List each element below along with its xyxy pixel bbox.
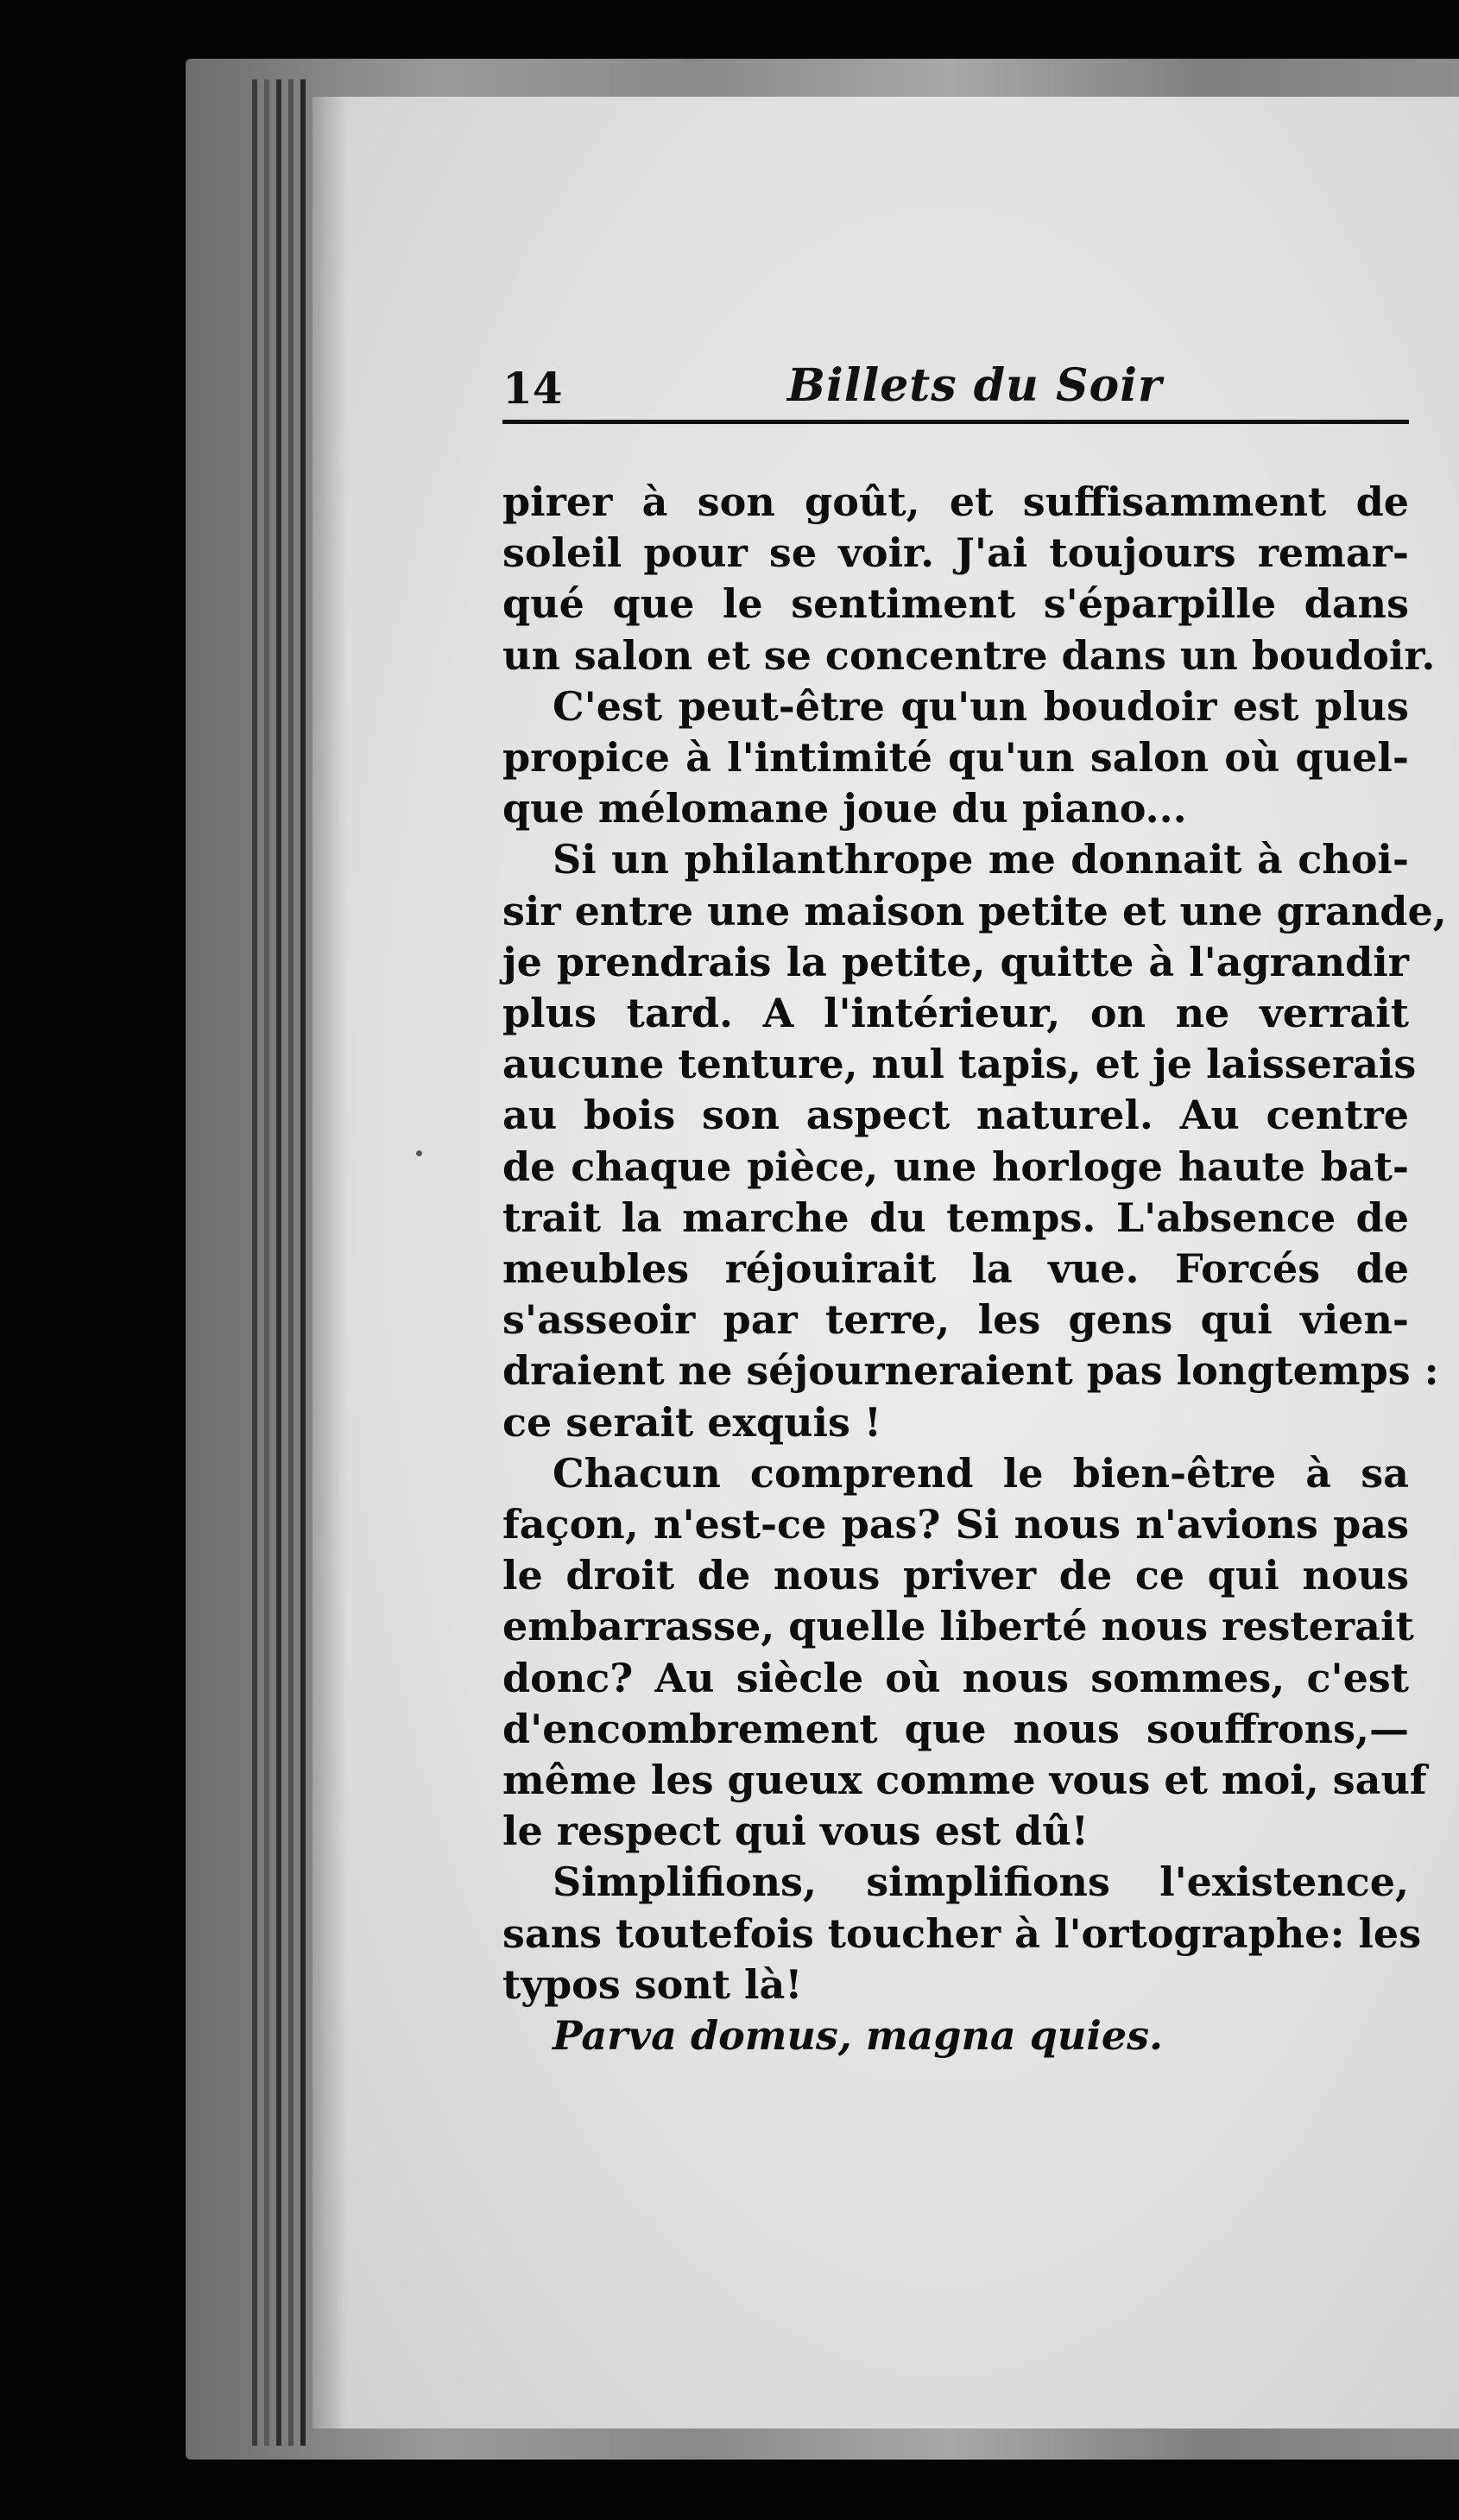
running-title: Billets du Soir	[787, 359, 1163, 412]
text-line: embarrasse, quelle liberté nous resterait	[502, 1603, 1414, 1650]
text-line: je prendrais la petite, quitte à l'agrandir	[502, 938, 1409, 985]
body-text	[502, 477, 1447, 2061]
text-line: façon, n'est-ce pas? Si nous n'avions pas	[502, 1501, 1409, 1548]
text-line: C'est peut-être qu'un boudoir est plus	[553, 682, 1409, 730]
text-line: Simplifions, simplifions l'existence,	[553, 1858, 1409, 1906]
text-line: meubles réjouirait la vue. Forcés de	[502, 1245, 1409, 1293]
text-line: que mélomane joue du piano...	[502, 785, 1187, 833]
page-edge	[288, 79, 294, 2446]
header-rule	[502, 420, 1409, 424]
text-line: le droit de nous priver de ce qui nous	[502, 1552, 1409, 1599]
text-line: plus tard. A l'intérieur, on ne verrait	[502, 990, 1409, 1037]
page-edge	[300, 79, 306, 2446]
page-speck	[416, 1150, 422, 1156]
text-line: typos sont là!	[502, 1960, 803, 2008]
page-number: 14	[502, 363, 563, 414]
text-line: sans toutefois toucher à l'ortographe: les	[502, 1909, 1422, 1957]
text-line: aucune tenture, nul tapis, et je laisserais	[502, 1041, 1417, 1088]
text-line: un salon et se concentre dans un boudoir.	[502, 631, 1436, 679]
text-line: qué que le sentiment s'éparpille dans	[502, 580, 1409, 628]
text-line: soleil pour se voir. J'ai toujours remar-	[502, 529, 1409, 577]
closing-motto: Parva domus, magna quies.	[553, 2012, 1164, 2060]
text-line: draient ne séjourneraient pas longtemps :	[502, 1347, 1439, 1395]
text-line: même les gueux comme vous et moi, sauf	[502, 1757, 1427, 1804]
book-page	[313, 97, 1459, 2428]
text-line: donc? Au siècle où nous sommes, c'est	[502, 1654, 1409, 1701]
text-line: s'asseoir par terre, les gens qui vien-	[502, 1296, 1409, 1344]
text-line: trait la marche du temps. L'absence de	[502, 1194, 1409, 1241]
text-line: Si un philanthrope me donnait à choi-	[553, 836, 1409, 883]
text-line: au bois son aspect naturel. Au centre	[502, 1092, 1409, 1139]
text-line: de chaque pièce, une horloge haute bat-	[502, 1143, 1409, 1190]
text-line: ce serait exquis !	[502, 1398, 882, 1446]
text-line: Chacun comprend le bien-être à sa	[553, 1449, 1409, 1497]
page-edge	[276, 79, 281, 2446]
text-line: le respect qui vous est dû!	[502, 1808, 1089, 1855]
text-line: pirer à son goût, et suffisamment de	[502, 478, 1409, 525]
text-line: sir entre une maison petite et une grande,	[502, 887, 1447, 934]
page-header	[502, 356, 1405, 416]
text-line: d'encombrement que nous souffrons,—	[502, 1705, 1409, 1752]
text-line: propice à l'intimité qu'un salon où quel-	[502, 734, 1409, 782]
page-edge	[264, 79, 269, 2446]
page-edge	[252, 79, 257, 2446]
